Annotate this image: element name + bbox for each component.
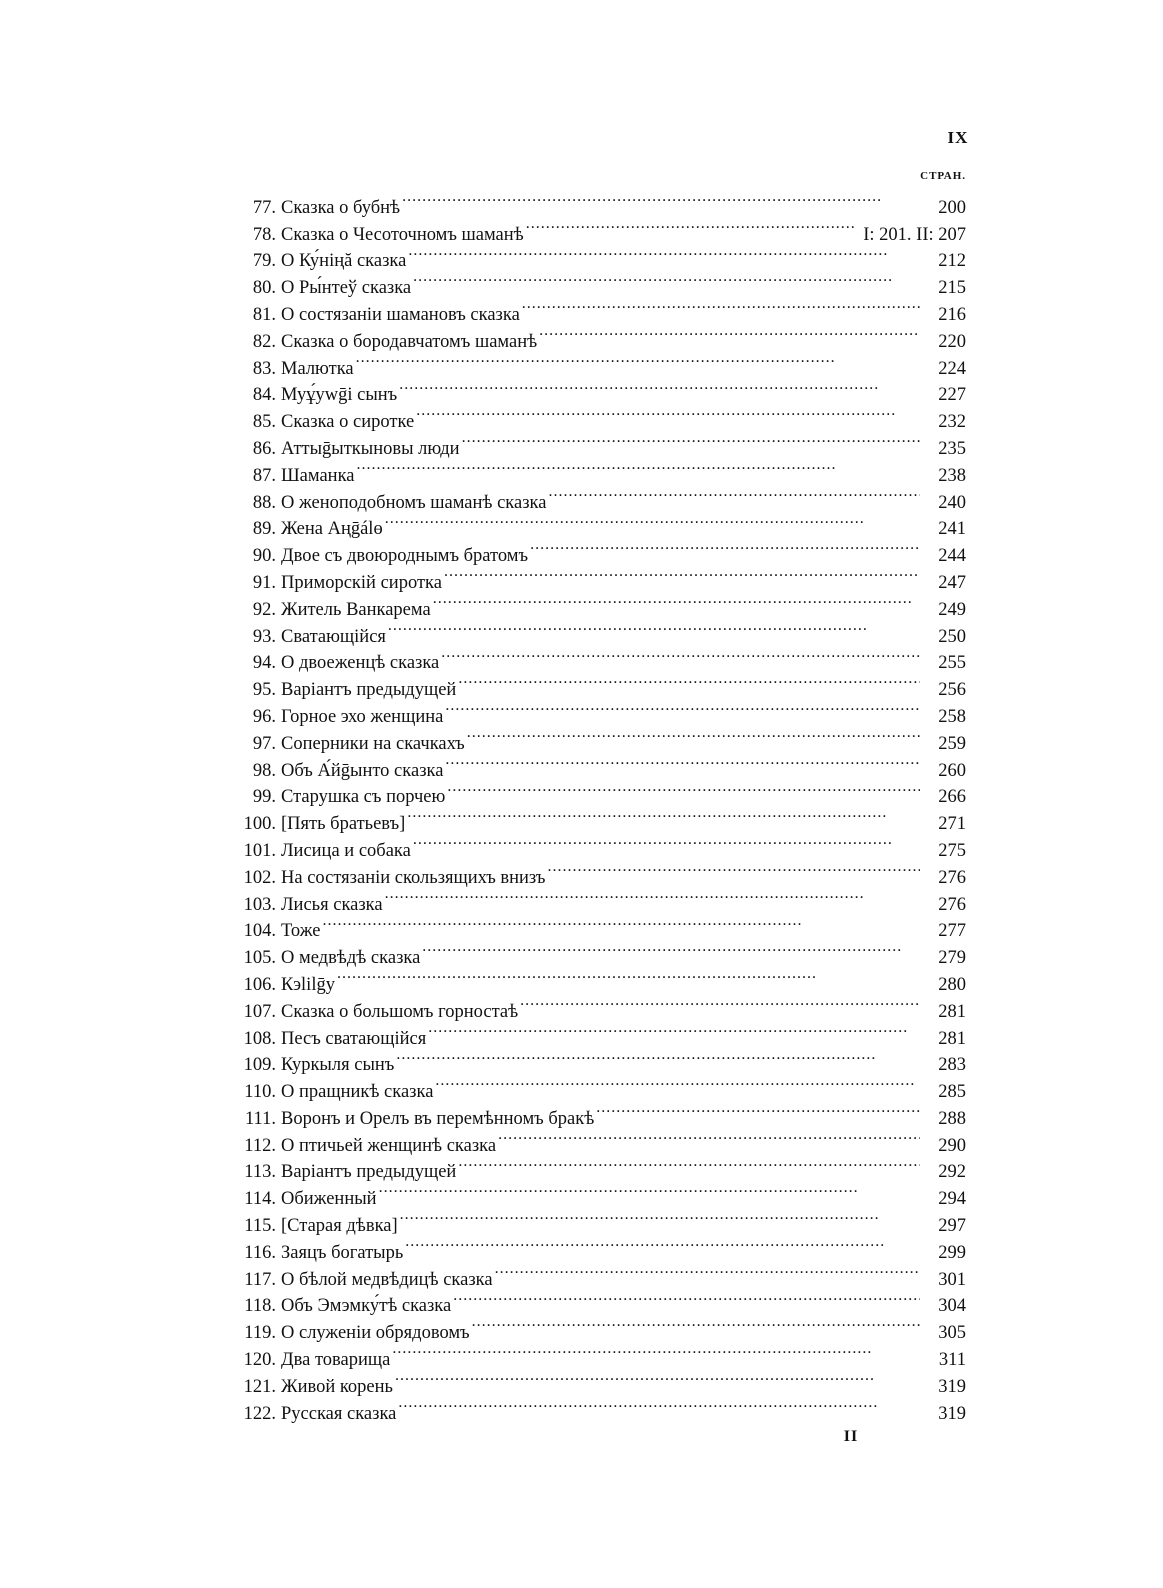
toc-entry-number: 107. — [243, 1001, 276, 1022]
dot-leader — [392, 1338, 920, 1365]
toc-entry-title: Объ Эмэмку́тѣ сказка — [281, 1296, 452, 1317]
toc-entry-page: 220 — [938, 331, 966, 352]
toc-entry-page: 277 — [938, 921, 966, 942]
toc-entry-page: 241 — [938, 519, 966, 540]
toc-entry-number: 84. — [252, 385, 276, 406]
toc-entry-number: 118. — [244, 1296, 276, 1317]
toc-entry-number: 103. — [243, 894, 276, 915]
toc-entry-number: 114. — [244, 1189, 276, 1210]
dot-leader — [396, 1044, 920, 1071]
toc-entry-page: 249 — [938, 599, 966, 620]
toc-entry-number: 88. — [252, 492, 276, 513]
dot-leader — [413, 829, 920, 856]
toc-entry — [232, 186, 966, 218]
toc-entry-title: Аттыḡыткыновы люди — [281, 438, 460, 459]
toc-entry-page: 235 — [938, 438, 966, 459]
toc-entry-number: 121. — [243, 1376, 276, 1397]
toc-entry-page: 276 — [938, 894, 966, 915]
dot-leader — [385, 508, 920, 535]
dot-leader — [548, 856, 921, 883]
toc-entry-title: Сказка о Чесоточномъ шаманѣ — [281, 224, 524, 245]
toc-entry-page: 259 — [938, 733, 966, 754]
toc-entry-page: 290 — [938, 1135, 966, 1156]
toc-entry-page: 301 — [938, 1269, 966, 1290]
toc-entry-title: Объ А́йḡынто сказка — [281, 760, 444, 781]
toc-entry-number: 98. — [252, 760, 276, 781]
dot-leader — [445, 749, 920, 776]
toc-entry-title: Соперники на скачкахъ — [281, 733, 465, 754]
dot-leader — [445, 695, 920, 722]
toc-entry-number: 108. — [243, 1028, 276, 1049]
toc-entry-title: [Пять братьевъ] — [281, 814, 406, 835]
dot-leader — [379, 1177, 920, 1204]
toc-entry-number: 91. — [252, 572, 276, 593]
toc-entry-title: О птичьей женщинѣ сказка — [281, 1135, 497, 1156]
toc-entry-number: 87. — [252, 465, 276, 486]
toc-entry-title: Два товарища — [281, 1350, 391, 1371]
toc-entry-page: 224 — [938, 358, 966, 379]
toc-entry-page: 266 — [938, 787, 966, 808]
dot-leader — [413, 266, 920, 293]
dot-leader — [405, 1231, 920, 1258]
toc-entry-title: О Ры́нтеў сказка — [281, 278, 412, 299]
toc-entry-title: Малютка — [281, 358, 354, 379]
toc-entry-page: 279 — [938, 948, 966, 969]
dot-leader — [472, 1311, 920, 1338]
dot-leader — [435, 1070, 920, 1097]
toc-entry-title: Шаманка — [281, 465, 355, 486]
toc-entry-number: 117. — [244, 1269, 276, 1290]
toc-entry-title: Заяцъ богатырь — [281, 1242, 404, 1263]
toc-entry-page: 238 — [938, 465, 966, 486]
dot-leader — [388, 615, 920, 642]
toc-entry-title: Лисья сказка — [281, 894, 383, 915]
dot-leader — [548, 481, 920, 508]
toc-entry-title: Сватающiйся — [281, 626, 386, 647]
toc-entry-page: I: 201. II: 207 — [863, 224, 966, 245]
dot-leader — [453, 1285, 920, 1312]
dot-leader — [407, 802, 920, 829]
page-column-label: СТРАН. — [920, 170, 966, 182]
dot-leader — [467, 722, 920, 749]
dot-leader — [357, 454, 921, 481]
dot-leader — [428, 1017, 920, 1044]
toc-entry-page: 304 — [938, 1296, 966, 1317]
toc-entry-page: 227 — [938, 385, 966, 406]
toc-entry-page: 297 — [938, 1216, 966, 1237]
toc-entry-title: Сказка о бородавчатомъ шаманѣ — [281, 331, 538, 352]
toc-entry-number: 101. — [243, 840, 276, 861]
toc-entry-page: 280 — [938, 974, 966, 995]
toc-entry-page: 260 — [938, 760, 966, 781]
toc-entry-page: 244 — [938, 546, 966, 567]
toc-entry-title: Сказка о большомъ горностаѣ — [281, 1001, 519, 1022]
toc-entry-page: 275 — [938, 840, 966, 861]
toc-entry-title: Сказка о бубнѣ — [281, 197, 401, 218]
toc-entry-number: 120. — [243, 1350, 276, 1371]
toc-entry-number: 80. — [252, 278, 276, 299]
toc-entry-page: 256 — [938, 680, 966, 701]
toc-entry-number: 82. — [252, 331, 276, 352]
dot-leader — [337, 963, 920, 990]
dot-leader — [530, 534, 920, 561]
toc-entry-page: 292 — [938, 1162, 966, 1183]
signature-mark: II — [843, 1428, 859, 1445]
toc-entry-title: Тоже — [281, 921, 321, 942]
toc-entry — [232, 910, 966, 942]
dot-leader — [399, 374, 920, 401]
toc-entry-title: О двоеженцѣ сказка — [281, 653, 440, 674]
dot-leader — [447, 776, 920, 803]
dot-leader — [395, 1365, 920, 1392]
toc-entry-page: 212 — [938, 251, 966, 272]
dot-leader — [398, 1392, 920, 1419]
toc-entry-page: 250 — [938, 626, 966, 647]
toc-entry-page: 216 — [938, 304, 966, 325]
toc-entry-title: Муұ́уwḡi сынъ — [281, 385, 398, 406]
toc-entry-title: Сказка о сиротке — [281, 412, 415, 433]
toc-entry-number: 92. — [252, 599, 276, 620]
dot-leader — [408, 240, 920, 267]
toc-entry-page: 305 — [938, 1323, 966, 1344]
toc-entry-number: 104. — [243, 921, 276, 942]
toc-entry-title: Песъ сватающiйся — [281, 1028, 427, 1049]
toc-entry-title: Варiантъ предыдущей — [281, 1162, 457, 1183]
dot-leader — [495, 1258, 920, 1285]
toc-entry-title: Обиженный — [281, 1189, 377, 1210]
toc-entry-page: 319 — [938, 1376, 966, 1397]
toc-entry-number: 86. — [252, 438, 276, 459]
toc-entry-title: Старушка съ порчею — [281, 787, 446, 808]
toc-entry-page: 258 — [938, 706, 966, 727]
toc-entry-title: Приморскiй сиротка — [281, 572, 442, 593]
toc-entry-page: 215 — [938, 278, 966, 299]
toc-entry-number: 110. — [244, 1082, 276, 1103]
toc-entry-title: Варiантъ предыдущей — [281, 680, 457, 701]
dot-leader — [322, 910, 920, 937]
dot-leader — [526, 213, 856, 240]
toc-entry-title: Житель Ванкарема — [281, 599, 431, 620]
toc-entry-number: 96. — [252, 706, 276, 727]
toc-entry-number: 78. — [252, 224, 276, 245]
toc-entry-number: 113. — [244, 1162, 276, 1183]
toc-entry-number: 79. — [252, 251, 276, 272]
dot-leader — [596, 1097, 920, 1124]
toc-entry-number: 95. — [252, 680, 276, 701]
toc-entry-page: 247 — [938, 572, 966, 593]
toc-entry-title: Живой корень — [281, 1376, 393, 1397]
toc-entry-page: 281 — [938, 1028, 966, 1049]
roman-page-number: IX — [947, 128, 969, 147]
toc-entry-page: 255 — [938, 653, 966, 674]
toc-entry-number: 106. — [243, 974, 276, 995]
toc-entry-number: 105. — [243, 948, 276, 969]
toc-entry-page: 271 — [938, 814, 966, 835]
toc-entry-number: 97. — [252, 733, 276, 754]
toc-entry-title: О состязанiи шамановъ сказка — [281, 304, 520, 325]
toc-entry-title: Воронъ и Орелъ въ перемѣнномъ бракѣ — [281, 1108, 595, 1129]
dot-leader — [458, 1151, 920, 1178]
toc-entry-number: 90. — [252, 546, 276, 567]
toc-entry-title: О бѣлой медвѣдицѣ сказка — [281, 1269, 493, 1290]
toc-entry-page: 283 — [938, 1055, 966, 1076]
toc-entry-title: О служенiи обрядовомъ — [281, 1323, 470, 1344]
toc-entry-number: 81. — [252, 304, 276, 325]
dot-leader — [422, 936, 920, 963]
toc-entry-page: 299 — [938, 1242, 966, 1263]
dot-leader — [416, 400, 920, 427]
dot-leader — [385, 883, 920, 910]
dot-leader — [462, 427, 920, 454]
toc-entry-title: Горное эхо женщина — [281, 706, 444, 727]
toc-entry — [232, 936, 966, 969]
dot-leader — [444, 561, 920, 588]
toc-entry-title: О женоподобномъ шаманѣ сказка — [281, 492, 547, 513]
dot-leader — [498, 1124, 920, 1151]
toc-entry-page: 232 — [938, 412, 966, 433]
toc-entry-page: 311 — [938, 1350, 966, 1371]
toc-entry-number: 109. — [243, 1055, 276, 1076]
toc-entry-number: 115. — [244, 1216, 276, 1237]
toc-entry-title: О Ку́нiңă сказка — [281, 251, 407, 272]
toc-entry-number: 99. — [252, 787, 276, 808]
toc-entry-number: 111. — [244, 1108, 276, 1129]
dot-leader — [539, 320, 920, 347]
toc-entry-title: Кэlilḡу — [281, 974, 335, 995]
dot-leader — [520, 990, 920, 1017]
dot-leader — [458, 668, 920, 695]
toc-entry-title: Русская сказка — [281, 1403, 397, 1424]
dot-leader — [433, 588, 920, 615]
toc-entry-number: 100. — [243, 814, 276, 835]
toc-entry-page: 276 — [938, 867, 966, 888]
toc-entry-number: 89. — [252, 519, 276, 540]
dot-leader — [402, 186, 920, 213]
toc-entry-number: 122. — [243, 1403, 276, 1424]
toc-entry-title: Двое съ двоюроднымъ братомъ — [281, 546, 529, 567]
toc-entry-number: 102. — [243, 867, 276, 888]
table-of-contents — [232, 186, 966, 1424]
dot-leader — [522, 293, 920, 320]
toc-entry-title: Куркыля сынъ — [281, 1055, 395, 1076]
dot-leader — [400, 1204, 920, 1231]
toc-entry-page: 294 — [938, 1189, 966, 1210]
toc-entry-number: 93. — [252, 626, 276, 647]
toc-entry-page: 285 — [938, 1082, 966, 1103]
toc-entry-page: 281 — [938, 1001, 966, 1022]
toc-entry-number: 119. — [244, 1323, 276, 1344]
toc-entry-title: [Старая дѣвка] — [281, 1216, 398, 1237]
toc-entry-title: Жена Аңḡálө — [281, 519, 383, 540]
toc-entry-number: 116. — [244, 1242, 276, 1263]
toc-entry-title: О медвѣдѣ сказка — [281, 948, 421, 969]
toc-entry-title: О пращникѣ сказка — [281, 1082, 434, 1103]
toc-entry — [232, 990, 966, 1022]
toc-entry-page: 319 — [938, 1403, 966, 1424]
toc-entry-title: На состязанiи скользящихъ внизъ — [281, 867, 546, 888]
toc-entry-number: 94. — [252, 653, 276, 674]
toc-entry-number: 112. — [244, 1135, 276, 1156]
dot-leader — [441, 642, 920, 669]
toc-entry-title: Лисица и собака — [281, 840, 411, 861]
toc-entry-page: 288 — [938, 1108, 966, 1129]
toc-entry-page: 200 — [938, 197, 966, 218]
toc-entry-page: 240 — [938, 492, 966, 513]
toc-entry-number: 85. — [252, 412, 276, 433]
dot-leader — [356, 347, 920, 374]
toc-entry-number: 77. — [252, 197, 276, 218]
toc-entry-number: 83. — [252, 358, 276, 379]
toc-entry — [232, 963, 966, 995]
